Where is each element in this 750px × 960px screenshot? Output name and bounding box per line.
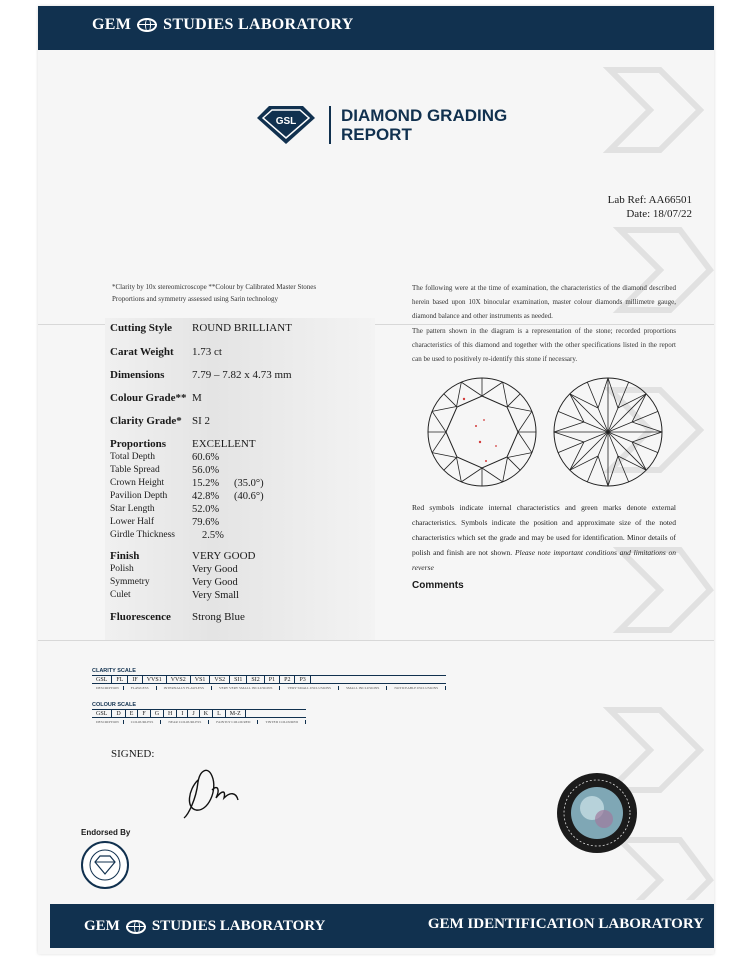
signature — [178, 760, 258, 820]
scale-grade: SI2 — [247, 676, 264, 684]
scale-grade: M-Z — [226, 710, 246, 718]
spec-value: Very Small — [192, 590, 239, 601]
plot-legend-text: Red symbols indicate internal characteristics and green marks denote external characteristics. Symbols indicate the position and approximate size of the noted characteristics which set the grade and may be used for identification. Minor details of polish and finish are not shown. — [412, 503, 676, 557]
scale-description: SMALL INCLUSIONS — [339, 686, 387, 690]
scale-grade: I — [177, 710, 188, 718]
examination-note-1: The following were at the time of examination, the characteristics of the diamond described herein based upon 10X binocular examination, master colour diamonds millimetre gauge, diamond balance and other instruments as needed. — [412, 284, 676, 320]
spec-value: 2.5% — [202, 530, 224, 541]
scale-description: VERY VERY SMALL INCLUSIONS — [212, 686, 281, 690]
footer-brand-right: GEM IDENTIFICATION LABORATORY — [427, 916, 704, 932]
colour-scale-descriptions — [92, 718, 306, 725]
clarity-scale — [92, 668, 446, 691]
spec-label: Crown Height — [110, 478, 165, 488]
spec-label: Symmetry — [110, 577, 150, 587]
scale-grade: L — [213, 710, 226, 718]
spec-angle: (40.6°) — [234, 491, 264, 502]
association-seal-icon — [80, 840, 130, 890]
scale-grade: VVS2 — [167, 676, 191, 684]
spec-label: Total Depth — [110, 452, 155, 462]
colour-scale-grades — [92, 709, 306, 718]
scale-grade: P1 — [265, 676, 280, 684]
scale-grade: GSL — [92, 710, 112, 718]
report-title-line2: REPORT — [341, 125, 412, 144]
spec-value: 56.0% — [192, 465, 220, 476]
colour-scale-title: COLOUR SCALE — [92, 702, 136, 708]
spec-label: Star Length — [110, 504, 155, 514]
scale-grade: J — [188, 710, 199, 718]
report-title-line1: DIAMOND GRADING — [341, 106, 508, 125]
brand-word-gem: GEM — [92, 16, 132, 33]
spec-label: Lower Half — [110, 517, 155, 527]
method-note-2: Proportions and symmetry assessed using Sarin technology — [112, 295, 279, 303]
scale-description: VERY SMALL INCLUSIONS — [280, 686, 339, 690]
spec-value: 7.79 – 7.82 x 4.73 mm — [192, 369, 292, 381]
spec-value: VERY GOOD — [192, 550, 256, 562]
scale-grade: P2 — [280, 676, 295, 684]
comments-heading: Comments — [412, 580, 464, 591]
scale-description: NEAR COLOURLESS — [161, 720, 209, 724]
scale-desc-label: DESCRIPTION — [92, 720, 124, 724]
scale-description: FAINTLY COLOURED — [209, 720, 258, 724]
spec-value: Very Good — [192, 564, 238, 575]
clarity-plot-diagrams — [420, 370, 670, 495]
method-notes — [112, 281, 382, 305]
clarity-scale-title: CLARITY SCALE — [92, 668, 136, 674]
spec-label: Proportions — [110, 438, 167, 450]
logo-mark: GSL — [275, 116, 297, 127]
footer-word-gem: GEM — [84, 918, 120, 934]
scale-grade: VS2 — [210, 676, 230, 684]
hologram-seal-icon — [556, 772, 638, 854]
scale-description: TINTED COLOURED — [258, 720, 306, 724]
inclusion-marks — [463, 398, 497, 462]
plot-legend-italic: Please note important conditions and limitations on reverse — [412, 548, 676, 572]
examination-notes — [412, 281, 676, 366]
scale-grade: K — [200, 710, 213, 718]
clarity-scale-descriptions — [92, 684, 446, 691]
scale-description: COLOURLESS — [124, 720, 162, 724]
spec-label: Colour Grade** — [110, 392, 187, 404]
scale-grade: VVS1 — [143, 676, 167, 684]
spec-label: Fluorescence — [110, 611, 171, 623]
scale-grade: F — [138, 710, 150, 718]
spec-value: 15.2% — [192, 478, 220, 489]
scale-grade: E — [126, 710, 139, 718]
plot-legend — [412, 500, 676, 575]
spec-label: Pavilion Depth — [110, 491, 168, 501]
scale-grade: GSL — [92, 676, 112, 684]
spec-angle: (35.0°) — [234, 478, 264, 489]
spec-label: Dimensions — [110, 369, 165, 381]
scale-grade: FL — [112, 676, 128, 684]
spec-value: 1.73 ct — [192, 346, 222, 358]
spec-value: 42.8% — [192, 491, 220, 502]
report-title — [329, 106, 507, 144]
report-logo — [255, 104, 507, 146]
lab-ref: Lab Ref: AA66501 — [607, 194, 692, 206]
method-note-1: *Clarity by 10x stereomicroscope **Colour by Calibrated Master Stones — [112, 283, 317, 291]
scale-grade: VS1 — [191, 676, 211, 684]
signed-label: SIGNED: — [111, 748, 155, 760]
spec-label: Carat Weight — [110, 346, 174, 358]
endorsed-label: Endorsed By — [81, 828, 131, 837]
spec-value: ROUND BRILLIANT — [192, 322, 292, 334]
clarity-scale-grades — [92, 675, 446, 684]
report-date: Date: 18/07/22 — [626, 208, 692, 220]
scale-grade: IF — [128, 676, 142, 684]
spec-label: Table Spread — [110, 465, 160, 475]
globe-icon — [137, 18, 157, 32]
gsl-diamond-icon — [255, 104, 317, 146]
spec-value: 52.0% — [192, 504, 220, 515]
brand-word-rest: STUDIES LABORATORY — [163, 16, 354, 33]
spec-label: Girdle Thickness — [110, 530, 175, 540]
scale-grade: D — [112, 710, 125, 718]
spec-value: Strong Blue — [192, 611, 245, 623]
spec-value: Very Good — [192, 577, 238, 588]
scale-grade: P3 — [295, 676, 310, 684]
spec-label: Polish — [110, 564, 134, 574]
spec-value: M — [192, 392, 202, 404]
globe-icon — [126, 920, 146, 934]
spec-label: Finish — [110, 550, 140, 562]
scale-description: NOTICEABLE INCLUSIONS — [387, 686, 446, 690]
header-brand — [92, 16, 354, 34]
spec-label: Cutting Style — [110, 322, 173, 334]
footer-word-rest: STUDIES LABORATORY — [151, 918, 326, 934]
scale-grade: SI1 — [230, 676, 247, 684]
footer-bar — [50, 904, 714, 948]
spec-value: 79.6% — [192, 517, 220, 528]
scale-grade: H — [164, 710, 177, 718]
scale-description: FLAWLESS — [124, 686, 157, 690]
scale-desc-label: DESCRIPTION — [92, 686, 124, 690]
spec-value: SI 2 — [192, 415, 211, 427]
examination-note-2: The pattern shown in the diagram is a representation of the stone; recorded proportions characteristics of this diamond and together with the other specifications listed in the report can be used to positively re-identify this stone if necessary. — [412, 327, 676, 363]
spec-value: EXCELLENT — [192, 438, 256, 450]
fold-line — [38, 640, 714, 641]
header-bar — [38, 6, 714, 50]
footer-brand-left — [84, 918, 325, 935]
lab-reference-block — [608, 193, 692, 221]
spec-label: Clarity Grade* — [110, 415, 182, 427]
scale-description: INTERNALLY FLAWLESS — [157, 686, 212, 690]
scale-grade: G — [151, 710, 164, 718]
spec-value: 60.6% — [192, 452, 220, 463]
spec-label: Culet — [110, 590, 131, 600]
colour-scale — [92, 702, 306, 725]
